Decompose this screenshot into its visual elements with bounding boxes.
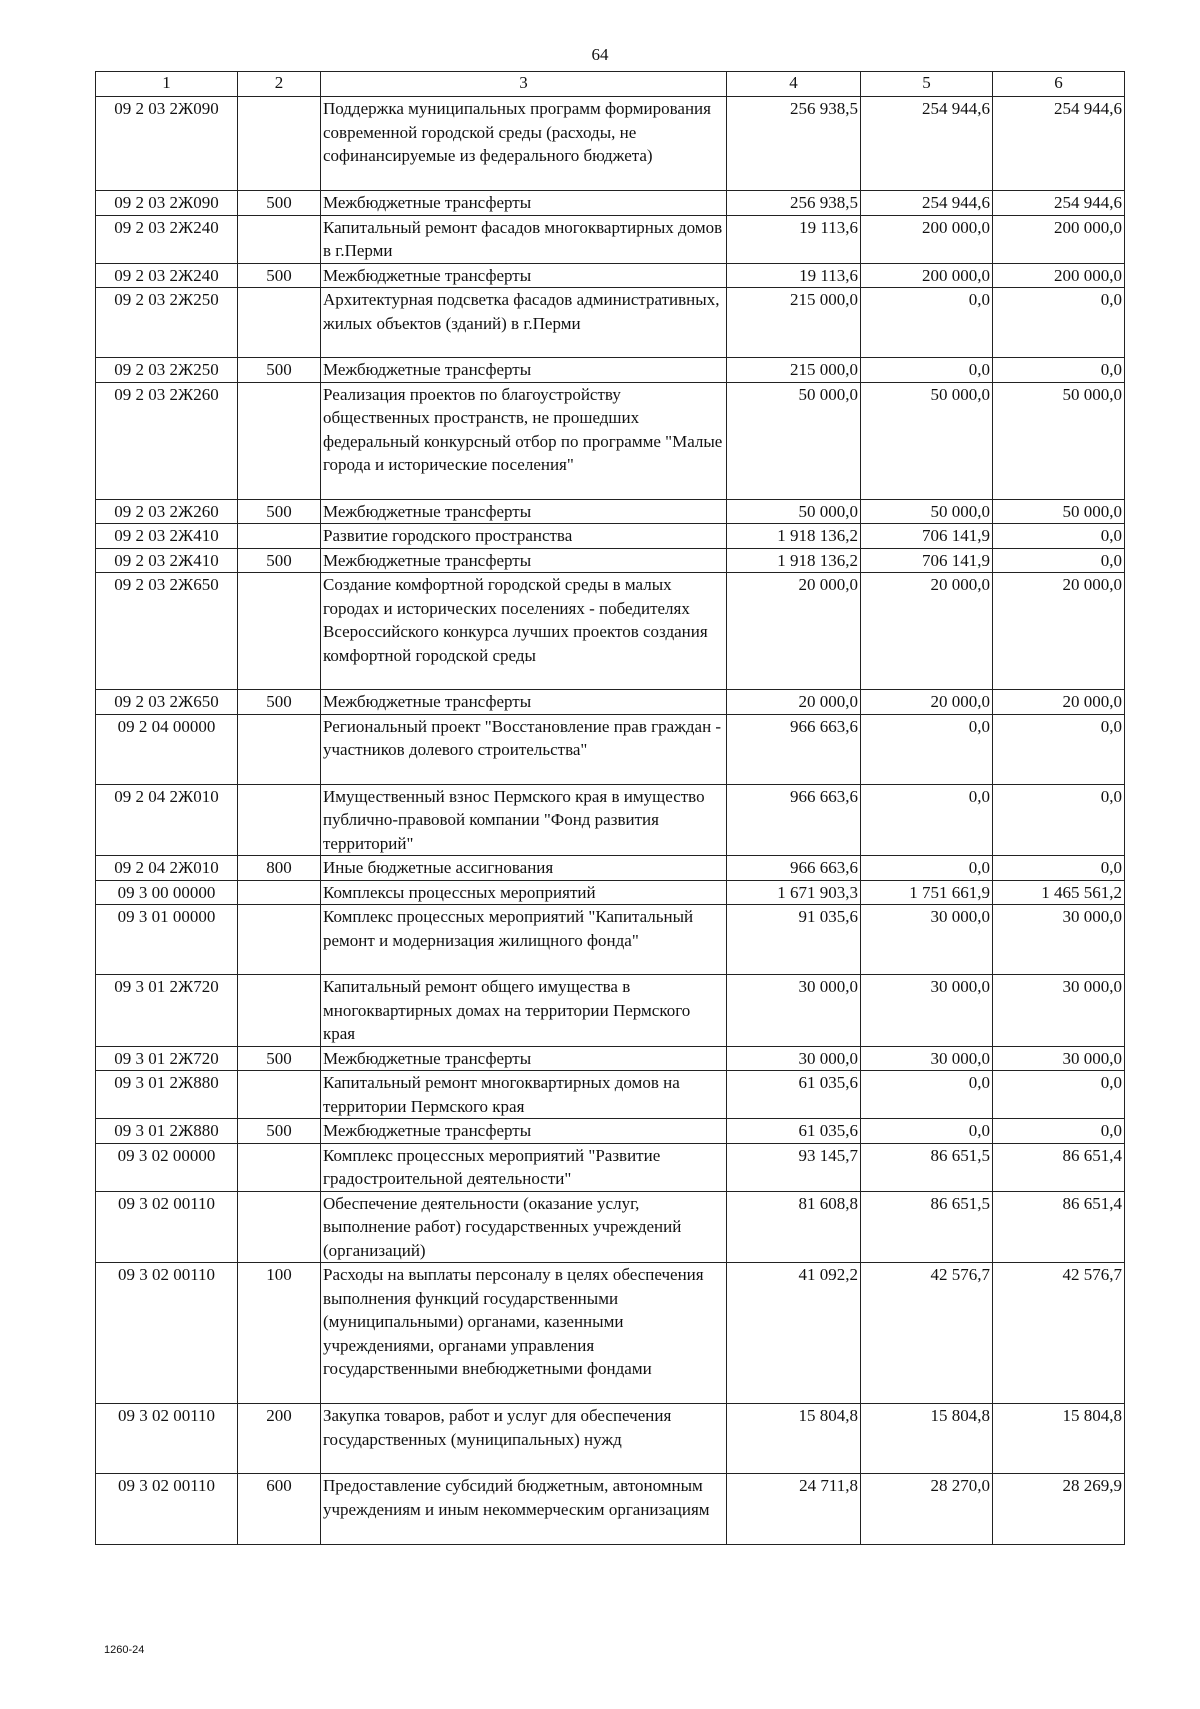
cell-expense-type bbox=[238, 97, 321, 191]
cell-value-col6: 0,0 bbox=[993, 524, 1125, 549]
cell-value-col6: 0,0 bbox=[993, 1071, 1125, 1119]
cell-value-col6: 50 000,0 bbox=[993, 382, 1125, 499]
column-header-1: 1 bbox=[96, 72, 238, 97]
cell-code: 09 2 03 2Ж650 bbox=[96, 573, 238, 690]
cell-code: 09 3 01 00000 bbox=[96, 905, 238, 975]
cell-expense-type: 200 bbox=[238, 1404, 321, 1474]
cell-value-col4: 50 000,0 bbox=[727, 499, 861, 524]
cell-name: Региональный проект "Восстановление прав граждан - участников долевого строительства" bbox=[321, 714, 727, 784]
cell-name: Межбюджетные трансферты bbox=[321, 499, 727, 524]
cell-value-col5: 200 000,0 bbox=[861, 263, 993, 288]
cell-expense-type bbox=[238, 975, 321, 1047]
cell-value-col5: 86 651,5 bbox=[861, 1143, 993, 1191]
cell-value-col5: 706 141,9 bbox=[861, 548, 993, 573]
table-row bbox=[96, 714, 1125, 784]
cell-expense-type: 500 bbox=[238, 263, 321, 288]
table-row bbox=[96, 573, 1125, 690]
cell-name: Межбюджетные трансферты bbox=[321, 1119, 727, 1144]
cell-value-col6: 0,0 bbox=[993, 856, 1125, 881]
cell-value-col5: 0,0 bbox=[861, 288, 993, 358]
cell-value-col4: 1 918 136,2 bbox=[727, 548, 861, 573]
cell-code: 09 3 02 00000 bbox=[96, 1143, 238, 1191]
cell-value-col5: 254 944,6 bbox=[861, 191, 993, 216]
table-row bbox=[96, 1404, 1125, 1474]
cell-expense-type bbox=[238, 573, 321, 690]
cell-value-col4: 41 092,2 bbox=[727, 1263, 861, 1404]
cell-code: 09 3 02 00110 bbox=[96, 1191, 238, 1263]
cell-expense-type bbox=[238, 905, 321, 975]
cell-value-col6: 30 000,0 bbox=[993, 975, 1125, 1047]
table-row bbox=[96, 499, 1125, 524]
cell-name: Комплекс процессных мероприятий "Капитальный ремонт и модернизация жилищного фонда" bbox=[321, 905, 727, 975]
cell-value-col5: 30 000,0 bbox=[861, 905, 993, 975]
cell-value-col6: 200 000,0 bbox=[993, 215, 1125, 263]
table-row bbox=[96, 1119, 1125, 1144]
cell-value-col6: 15 804,8 bbox=[993, 1404, 1125, 1474]
cell-value-col5: 254 944,6 bbox=[861, 97, 993, 191]
cell-code: 09 2 03 2Ж250 bbox=[96, 358, 238, 383]
cell-expense-type: 500 bbox=[238, 548, 321, 573]
cell-value-col4: 20 000,0 bbox=[727, 690, 861, 715]
table-row bbox=[96, 1191, 1125, 1263]
cell-value-col4: 20 000,0 bbox=[727, 573, 861, 690]
cell-name: Капитальный ремонт фасадов многоквартирных домов в г.Перми bbox=[321, 215, 727, 263]
cell-value-col5: 28 270,0 bbox=[861, 1474, 993, 1545]
cell-name: Создание комфортной городской среды в малых городах и исторических поселениях - победителях Всероссийского конкурса лучших проектов создания комфортной городской среды bbox=[321, 573, 727, 690]
cell-code: 09 3 01 2Ж720 bbox=[96, 975, 238, 1047]
cell-expense-type: 500 bbox=[238, 1119, 321, 1144]
cell-value-col6: 30 000,0 bbox=[993, 905, 1125, 975]
cell-value-col6: 28 269,9 bbox=[993, 1474, 1125, 1545]
cell-value-col4: 256 938,5 bbox=[727, 97, 861, 191]
table-row bbox=[96, 263, 1125, 288]
cell-value-col4: 1 671 903,3 bbox=[727, 880, 861, 905]
cell-value-col4: 256 938,5 bbox=[727, 191, 861, 216]
cell-code: 09 3 00 00000 bbox=[96, 880, 238, 905]
cell-expense-type: 600 bbox=[238, 1474, 321, 1545]
cell-value-col5: 15 804,8 bbox=[861, 1404, 993, 1474]
cell-expense-type: 500 bbox=[238, 690, 321, 715]
column-header-5: 5 bbox=[861, 72, 993, 97]
cell-code: 09 3 01 2Ж880 bbox=[96, 1071, 238, 1119]
cell-value-col5: 0,0 bbox=[861, 856, 993, 881]
cell-name: Развитие городского пространства bbox=[321, 524, 727, 549]
cell-value-col6: 20 000,0 bbox=[993, 573, 1125, 690]
cell-name: Капитальный ремонт общего имущества в многоквартирных домах на территории Пермского края bbox=[321, 975, 727, 1047]
table-row bbox=[96, 358, 1125, 383]
cell-value-col4: 15 804,8 bbox=[727, 1404, 861, 1474]
cell-expense-type bbox=[238, 784, 321, 856]
cell-expense-type: 100 bbox=[238, 1263, 321, 1404]
budget-table bbox=[95, 71, 1125, 1545]
cell-value-col4: 215 000,0 bbox=[727, 288, 861, 358]
table-row bbox=[96, 1071, 1125, 1119]
cell-value-col5: 20 000,0 bbox=[861, 690, 993, 715]
cell-name: Межбюджетные трансферты bbox=[321, 1046, 727, 1071]
cell-expense-type bbox=[238, 1191, 321, 1263]
cell-value-col6: 254 944,6 bbox=[993, 97, 1125, 191]
cell-value-col4: 91 035,6 bbox=[727, 905, 861, 975]
cell-expense-type bbox=[238, 1071, 321, 1119]
cell-code: 09 3 02 00110 bbox=[96, 1263, 238, 1404]
cell-value-col4: 81 608,8 bbox=[727, 1191, 861, 1263]
cell-value-col6: 0,0 bbox=[993, 714, 1125, 784]
cell-value-col6: 30 000,0 bbox=[993, 1046, 1125, 1071]
document-id: 1260-24 bbox=[104, 1644, 145, 1656]
cell-value-col5: 30 000,0 bbox=[861, 975, 993, 1047]
cell-value-col5: 706 141,9 bbox=[861, 524, 993, 549]
table-row bbox=[96, 975, 1125, 1047]
cell-value-col4: 30 000,0 bbox=[727, 1046, 861, 1071]
table-row bbox=[96, 690, 1125, 715]
cell-expense-type: 500 bbox=[238, 358, 321, 383]
cell-name: Межбюджетные трансферты bbox=[321, 548, 727, 573]
column-header-4: 4 bbox=[727, 72, 861, 97]
cell-code: 09 2 03 2Ж240 bbox=[96, 215, 238, 263]
table-row bbox=[96, 191, 1125, 216]
cell-name: Реализация проектов по благоустройству общественных пространств, не прошедших федеральный конкурсный отбор по программе "Малые города и исторические поселения" bbox=[321, 382, 727, 499]
cell-value-col6: 0,0 bbox=[993, 1119, 1125, 1144]
cell-value-col5: 0,0 bbox=[861, 1071, 993, 1119]
table-row bbox=[96, 784, 1125, 856]
cell-code: 09 2 03 2Ж240 bbox=[96, 263, 238, 288]
cell-name: Поддержка муниципальных программ формирования современной городской среды (расходы, не софинансируемые из федерального бюджета) bbox=[321, 97, 727, 191]
table-row bbox=[96, 880, 1125, 905]
header-row bbox=[96, 72, 1125, 97]
cell-value-col6: 0,0 bbox=[993, 784, 1125, 856]
cell-name: Межбюджетные трансферты bbox=[321, 358, 727, 383]
cell-value-col4: 93 145,7 bbox=[727, 1143, 861, 1191]
cell-expense-type bbox=[238, 215, 321, 263]
cell-name: Имущественный взнос Пермского края в имущество публично-правовой компании "Фонд развития территорий" bbox=[321, 784, 727, 856]
cell-expense-type: 800 bbox=[238, 856, 321, 881]
cell-value-col6: 200 000,0 bbox=[993, 263, 1125, 288]
cell-value-col4: 61 035,6 bbox=[727, 1119, 861, 1144]
cell-code: 09 2 03 2Ж090 bbox=[96, 97, 238, 191]
cell-value-col6: 42 576,7 bbox=[993, 1263, 1125, 1404]
cell-code: 09 2 03 2Ж260 bbox=[96, 382, 238, 499]
cell-value-col6: 20 000,0 bbox=[993, 690, 1125, 715]
column-header-6: 6 bbox=[993, 72, 1125, 97]
cell-name: Закупка товаров, работ и услуг для обеспечения государственных (муниципальных) нужд bbox=[321, 1404, 727, 1474]
cell-name: Межбюджетные трансферты bbox=[321, 263, 727, 288]
table-row bbox=[96, 856, 1125, 881]
cell-value-col5: 0,0 bbox=[861, 784, 993, 856]
cell-code: 09 2 03 2Ж650 bbox=[96, 690, 238, 715]
table-body bbox=[96, 97, 1125, 1545]
cell-value-col5: 50 000,0 bbox=[861, 382, 993, 499]
cell-name: Предоставление субсидий бюджетным, автономным учреждениям и иным некоммерческим организациям bbox=[321, 1474, 727, 1545]
cell-code: 09 2 04 00000 bbox=[96, 714, 238, 784]
cell-code: 09 2 03 2Ж410 bbox=[96, 524, 238, 549]
cell-code: 09 2 03 2Ж090 bbox=[96, 191, 238, 216]
table-row bbox=[96, 1263, 1125, 1404]
cell-value-col4: 24 711,8 bbox=[727, 1474, 861, 1545]
cell-value-col5: 30 000,0 bbox=[861, 1046, 993, 1071]
cell-name: Расходы на выплаты персоналу в целях обеспечения выполнения функций государственными (муниципальными) органами, казенными учреждениями, органами управления государственными внебюджетными фондами bbox=[321, 1263, 727, 1404]
cell-expense-type: 500 bbox=[238, 1046, 321, 1071]
cell-code: 09 3 02 00110 bbox=[96, 1404, 238, 1474]
cell-value-col4: 966 663,6 bbox=[727, 784, 861, 856]
cell-code: 09 2 03 2Ж410 bbox=[96, 548, 238, 573]
cell-value-col4: 19 113,6 bbox=[727, 215, 861, 263]
cell-value-col5: 20 000,0 bbox=[861, 573, 993, 690]
cell-expense-type bbox=[238, 382, 321, 499]
cell-value-col6: 1 465 561,2 bbox=[993, 880, 1125, 905]
cell-value-col4: 61 035,6 bbox=[727, 1071, 861, 1119]
cell-value-col5: 50 000,0 bbox=[861, 499, 993, 524]
column-header-3: 3 bbox=[321, 72, 727, 97]
table-row bbox=[96, 1474, 1125, 1545]
cell-value-col5: 0,0 bbox=[861, 714, 993, 784]
table-row bbox=[96, 1046, 1125, 1071]
table-row bbox=[96, 905, 1125, 975]
cell-value-col4: 50 000,0 bbox=[727, 382, 861, 499]
cell-value-col5: 0,0 bbox=[861, 358, 993, 383]
cell-name: Капитальный ремонт многоквартирных домов на территории Пермского края bbox=[321, 1071, 727, 1119]
cell-value-col4: 215 000,0 bbox=[727, 358, 861, 383]
cell-code: 09 3 01 2Ж880 bbox=[96, 1119, 238, 1144]
page-number: 64 bbox=[591, 45, 609, 64]
cell-expense-type bbox=[238, 880, 321, 905]
cell-name: Межбюджетные трансферты bbox=[321, 191, 727, 216]
cell-value-col6: 86 651,4 bbox=[993, 1191, 1125, 1263]
cell-value-col6: 50 000,0 bbox=[993, 499, 1125, 524]
cell-expense-type bbox=[238, 288, 321, 358]
table-row bbox=[96, 382, 1125, 499]
cell-name: Обеспечение деятельности (оказание услуг, выполнение работ) государственных учреждений (организаций) bbox=[321, 1191, 727, 1263]
cell-code: 09 2 03 2Ж260 bbox=[96, 499, 238, 524]
cell-code: 09 2 03 2Ж250 bbox=[96, 288, 238, 358]
cell-expense-type bbox=[238, 1143, 321, 1191]
table-row bbox=[96, 524, 1125, 549]
cell-name: Комплекс процессных мероприятий "Развитие градостроительной деятельности" bbox=[321, 1143, 727, 1191]
cell-value-col5: 200 000,0 bbox=[861, 215, 993, 263]
cell-value-col4: 30 000,0 bbox=[727, 975, 861, 1047]
cell-name: Комплексы процессных мероприятий bbox=[321, 880, 727, 905]
cell-expense-type bbox=[238, 714, 321, 784]
cell-name: Иные бюджетные ассигнования bbox=[321, 856, 727, 881]
table-row bbox=[96, 215, 1125, 263]
cell-value-col4: 966 663,6 bbox=[727, 856, 861, 881]
table-row bbox=[96, 548, 1125, 573]
cell-value-col5: 86 651,5 bbox=[861, 1191, 993, 1263]
table-row bbox=[96, 1143, 1125, 1191]
cell-name: Архитектурная подсветка фасадов административных, жилых объектов (зданий) в г.Перми bbox=[321, 288, 727, 358]
cell-code: 09 3 02 00110 bbox=[96, 1474, 238, 1545]
cell-value-col6: 0,0 bbox=[993, 358, 1125, 383]
cell-name: Межбюджетные трансферты bbox=[321, 690, 727, 715]
cell-code: 09 2 04 2Ж010 bbox=[96, 856, 238, 881]
cell-value-col4: 966 663,6 bbox=[727, 714, 861, 784]
cell-value-col6: 254 944,6 bbox=[993, 191, 1125, 216]
cell-value-col5: 0,0 bbox=[861, 1119, 993, 1144]
cell-code: 09 2 04 2Ж010 bbox=[96, 784, 238, 856]
cell-expense-type: 500 bbox=[238, 499, 321, 524]
column-header-2: 2 bbox=[238, 72, 321, 97]
cell-value-col5: 42 576,7 bbox=[861, 1263, 993, 1404]
cell-expense-type: 500 bbox=[238, 191, 321, 216]
cell-value-col5: 1 751 661,9 bbox=[861, 880, 993, 905]
cell-value-col6: 0,0 bbox=[993, 288, 1125, 358]
cell-value-col6: 0,0 bbox=[993, 548, 1125, 573]
cell-value-col4: 19 113,6 bbox=[727, 263, 861, 288]
table-row bbox=[96, 288, 1125, 358]
cell-value-col6: 86 651,4 bbox=[993, 1143, 1125, 1191]
cell-expense-type bbox=[238, 524, 321, 549]
cell-value-col4: 1 918 136,2 bbox=[727, 524, 861, 549]
cell-code: 09 3 01 2Ж720 bbox=[96, 1046, 238, 1071]
table-row bbox=[96, 97, 1125, 191]
